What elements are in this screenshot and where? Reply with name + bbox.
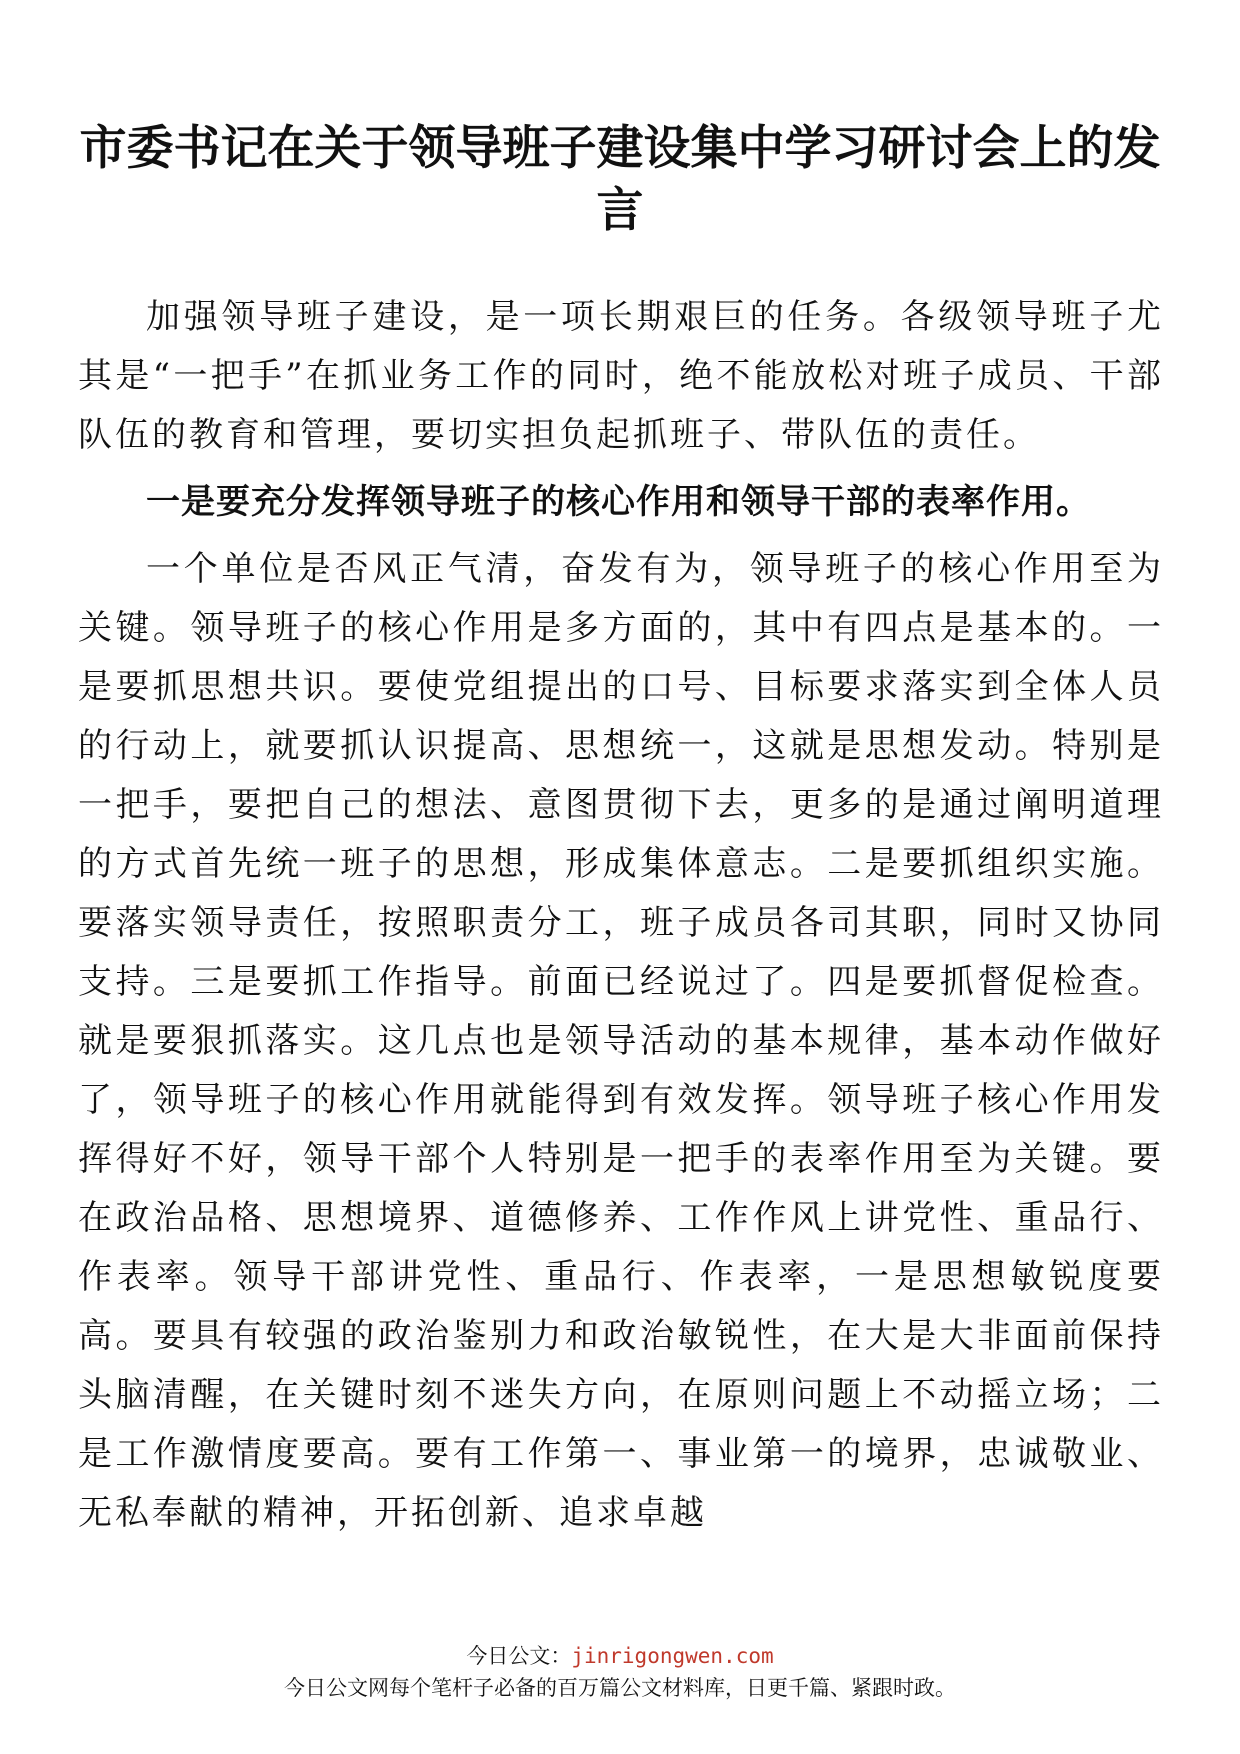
intro-paragraph: 加强领导班子建设，是一项长期艰巨的任务。各级领导班子尤其是“一把手”在抓业务工作的同时，绝不能放松对班子成员、干部队伍的教育和管理，要切实担负起抓班子、带队伍的责任。 <box>78 297 1164 455</box>
footer-site-link[interactable]: jinrigongwen.com <box>571 1644 774 1668</box>
footer-tagline: 今日公文网每个笔杆子必备的百万篇公文材料库，日更千篇、紧跟时政。 <box>284 1676 956 1700</box>
document-title: 市委书记在关于领导班子建设集中学习研讨会上的发言 <box>79 121 1161 238</box>
section-heading: 一是要充分发挥领导班子的核心作用和领导干部的表率作用。 <box>146 482 1091 522</box>
document-body <box>78 288 1164 1551</box>
body-paragraph: 一个单位是否风正气清，奋发有为，领导班子的核心作用至为关键。领导班子的核心作用是多方面的，其中有四点是基本的。一是要抓思想共识。要使党组提出的口号、目标要求落实到全体人员的行动上，就要抓认识提高、思想统一，这就是思想发动。特别是一把手，要把自己的想法、意图贯彻下去，更多的是通过阐明道理的方式首先统一班子的思想，形成集体意志。二是要抓组织实施。要落实领导责任，按照职责分工，班子成员各司其职，同时又协同支持。三是要抓工作指导。前面已经说过了。四是要抓督促检查。就是要狠抓落实。这几点也是领导活动的基本规律，基本动作做好了，领导班子的核心作用就能得到有效发挥。领导班子核心作用发挥得好不好，领导干部个人特别是一把手的表率作用至为关键。要在政治品格、思想境界、道德修养、工作作风上讲党性、重品行、作表率。领导干部讲党性、重品行、作表率，一是思想敏锐度要高。要具有较强的政治鉴别力和政治敏锐性，在大是大非面前保持头脑清醒，在关键时刻不迷失方向，在原则问题上不动摇立场；二是工作激情度要高。要有工作第一、事业第一的境界，忠诚敬业、无私奉献的精神，开拓创新、追求卓越 <box>78 549 1164 1533</box>
page-footer <box>70 1640 1170 1704</box>
footer-site-label: 今日公文： <box>466 1644 572 1668</box>
footer-site-line <box>70 1640 1170 1672</box>
